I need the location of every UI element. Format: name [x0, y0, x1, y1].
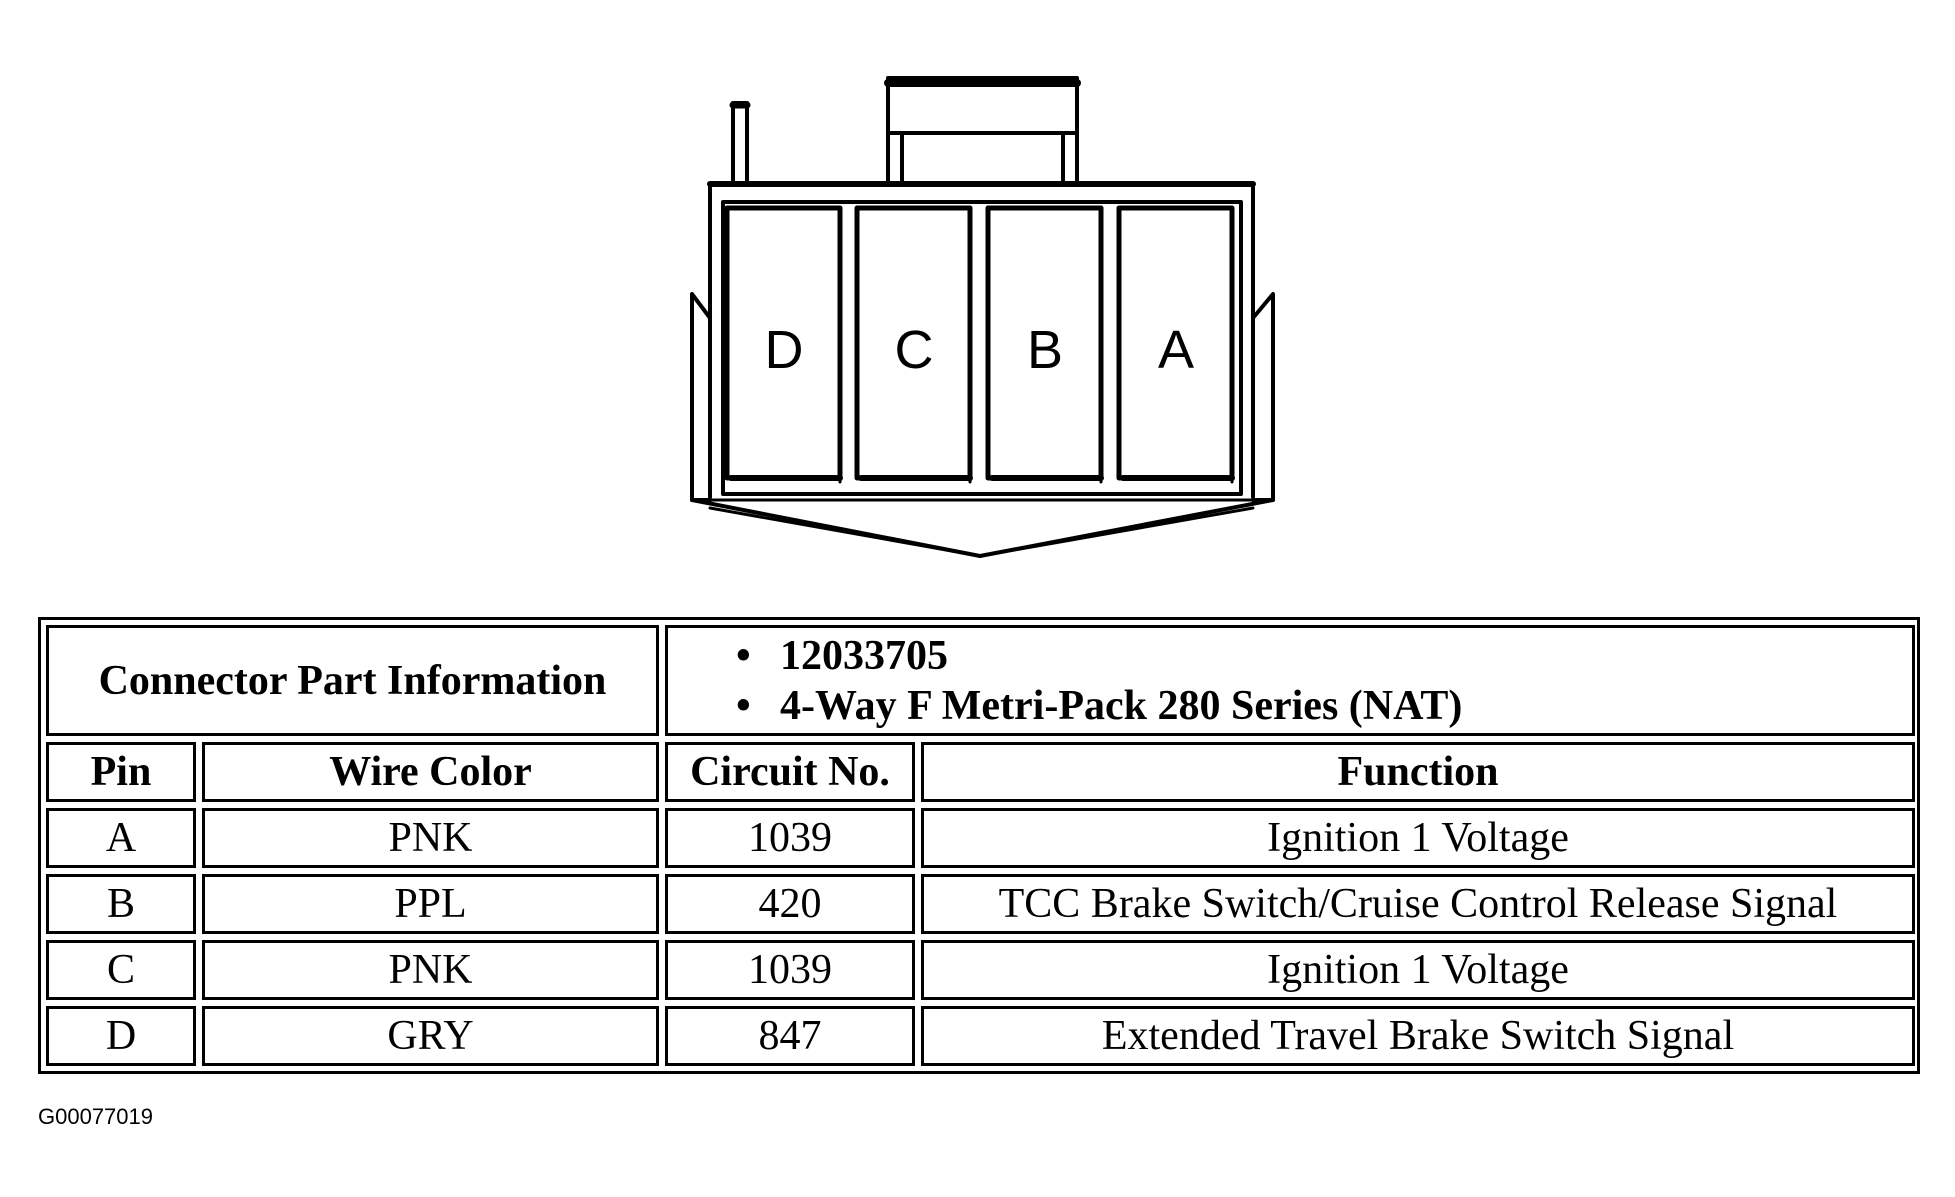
part-info-details — [665, 625, 1915, 736]
header-circuit-no: Circuit No. — [665, 742, 915, 802]
table-cell-function: Ignition 1 Voltage — [921, 808, 1915, 868]
table-cell-pin: B — [46, 874, 196, 934]
table-cell-circuit-no: 420 — [665, 874, 915, 934]
figure-id: G00077019 — [38, 1104, 153, 1129]
header-function: Function — [921, 742, 1915, 802]
table-cell-wire-color: GRY — [202, 1006, 659, 1066]
pin-cavity-shadow — [731, 212, 1232, 482]
table-cell-pin: A — [46, 808, 196, 868]
pin-label-d: D — [764, 320, 804, 380]
table-cell-wire-color: PNK — [202, 808, 659, 868]
table-cell-circuit-no: 1039 — [665, 940, 915, 1000]
table-cell-function: Extended Travel Brake Switch Signal — [921, 1006, 1915, 1066]
part-info-label: Connector Part Information — [46, 625, 659, 736]
key-post — [733, 103, 747, 183]
table-cell-pin: D — [46, 1006, 196, 1066]
part-number: • 12033705 — [736, 631, 1462, 681]
table-cell-wire-color: PPL — [202, 874, 659, 934]
table-cell-wire-color: PNK — [202, 940, 659, 1000]
table-cell-circuit-no: 847 — [665, 1006, 915, 1066]
table-cell-circuit-no: 1039 — [665, 808, 915, 868]
pin-label-b: B — [1026, 320, 1064, 380]
pin-label-c: C — [894, 320, 934, 380]
table-cell-function: TCC Brake Switch/Cruise Control Release Signal — [921, 874, 1915, 934]
connector-type: • 4-Way F Metri-Pack 280 Series (NAT) — [736, 681, 1462, 731]
header-pin: Pin — [46, 742, 196, 802]
table-cell-function: Ignition 1 Voltage — [921, 940, 1915, 1000]
table-cell-pin: C — [46, 940, 196, 1000]
locking-tab — [888, 78, 1077, 183]
header-wire-color: Wire Color — [202, 742, 659, 802]
pinout-table — [38, 617, 1920, 1074]
pin-label-a: A — [1157, 320, 1195, 380]
